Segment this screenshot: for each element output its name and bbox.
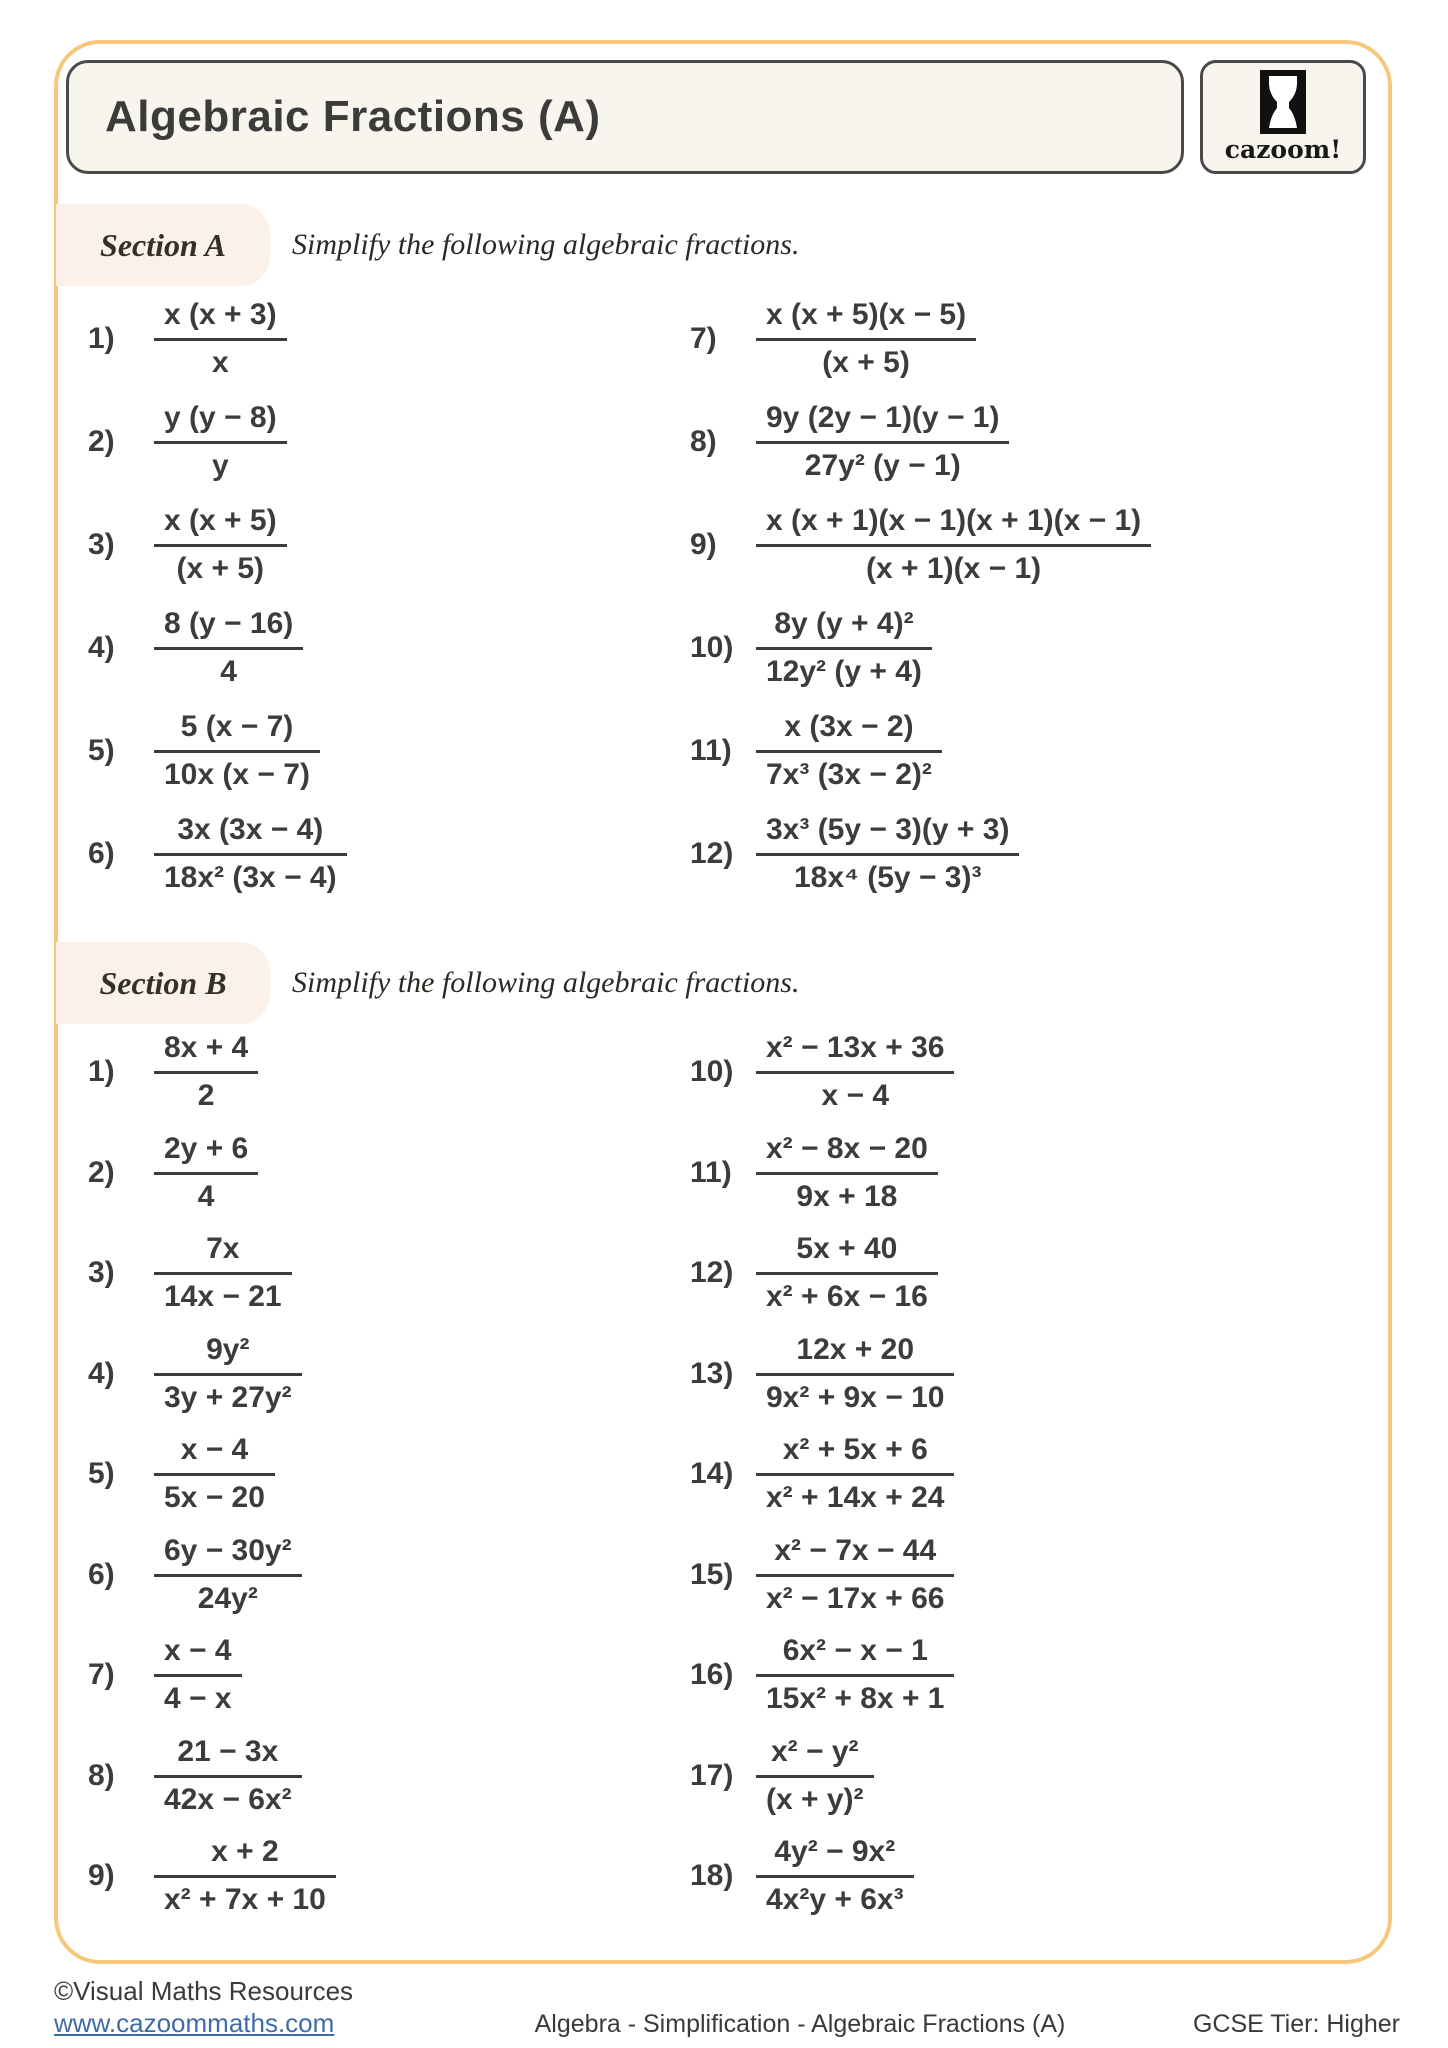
fraction <box>154 1029 258 1115</box>
problem-number: 5) <box>88 733 115 767</box>
problem-number: 11) <box>690 733 732 767</box>
problem-row <box>672 1726 1372 1827</box>
problem-row <box>70 596 770 699</box>
problem-row <box>672 1324 1372 1425</box>
fraction <box>154 1130 258 1216</box>
fraction-numerator: 9y (2y − 1)(y − 1) <box>756 399 1009 444</box>
fraction-numerator: 3x³ (5y − 3)(y + 3) <box>756 811 1019 856</box>
problem-number: 10) <box>690 1055 734 1089</box>
section-b-label-text: Section B <box>99 964 227 1001</box>
problem-row <box>672 1525 1372 1626</box>
fraction-denominator: 4x²y + 6x³ <box>766 1883 904 1917</box>
fraction-denominator: x² − 17x + 66 <box>766 1581 945 1615</box>
problem-number: 17) <box>690 1758 734 1792</box>
fraction-numerator: x (x + 5)(x − 5) <box>756 296 976 341</box>
fraction-denominator: x² + 7x + 10 <box>164 1883 326 1917</box>
fraction <box>756 399 1009 485</box>
fraction <box>756 1632 954 1718</box>
fraction-numerator: x² − 7x − 44 <box>756 1532 954 1577</box>
fraction-numerator: x + 2 <box>154 1833 336 1878</box>
problem-row <box>70 1223 770 1324</box>
problem-row <box>672 287 1372 390</box>
problem-row <box>672 1123 1372 1224</box>
fraction-denominator: 7x³ (3x − 2)² <box>766 757 932 791</box>
fraction <box>154 605 303 691</box>
problem-row <box>672 699 1372 802</box>
fraction-numerator: 2y + 6 <box>154 1130 258 1175</box>
fraction-denominator: 3y + 27y² <box>164 1380 292 1414</box>
problem-number: 12) <box>690 1256 734 1290</box>
problem-number: 13) <box>690 1356 734 1390</box>
problem-number: 14) <box>690 1457 734 1491</box>
problem-number: 2) <box>88 1155 115 1189</box>
fraction-numerator: 3x (3x − 4) <box>154 811 347 856</box>
gcse-tier-label: GCSE Tier: Higher <box>1192 2010 1400 2038</box>
fraction-numerator: x − 4 <box>154 1431 275 1476</box>
fraction <box>154 1532 302 1618</box>
problem-row <box>70 699 770 802</box>
fraction-numerator: x (3x − 2) <box>756 708 942 753</box>
fraction <box>154 399 287 485</box>
problem-number: 9) <box>88 1859 115 1893</box>
fraction-numerator: 8y (y + 4)² <box>756 605 932 650</box>
fraction <box>756 708 942 794</box>
section-b-column-left <box>70 1022 770 1927</box>
problem-number: 11) <box>690 1155 732 1189</box>
fraction-numerator: x² − 13x + 36 <box>756 1029 954 1074</box>
fraction-denominator: 9x² + 9x − 10 <box>766 1380 945 1414</box>
problem-number: 3) <box>88 1256 115 1290</box>
problem-number: 12) <box>690 836 734 870</box>
fraction-numerator: x² − y² <box>756 1733 874 1778</box>
fraction-denominator: 18x² (3x − 4) <box>164 860 337 894</box>
fraction-numerator: 5 (x − 7) <box>154 708 320 753</box>
problem-number: 7) <box>88 1658 115 1692</box>
problem-row <box>70 1324 770 1425</box>
title-box <box>66 60 1184 174</box>
problem-number: 1) <box>88 1055 115 1089</box>
fraction <box>756 1532 954 1618</box>
problem-row <box>70 1525 770 1626</box>
fraction <box>154 811 347 897</box>
problem-row <box>672 596 1372 699</box>
fraction <box>756 1733 874 1819</box>
fraction <box>756 296 976 382</box>
problem-row <box>672 1625 1372 1726</box>
problem-row <box>672 1424 1372 1525</box>
problem-number: 8) <box>88 1758 115 1792</box>
problem-number: 6) <box>88 836 115 870</box>
fraction-denominator: 4 <box>197 1179 215 1213</box>
fraction-denominator: 9x + 18 <box>796 1179 898 1213</box>
fraction <box>154 502 287 588</box>
fraction-numerator: y (y − 8) <box>154 399 287 444</box>
fraction-denominator: x² + 14x + 24 <box>766 1481 945 1515</box>
problem-row <box>70 1022 770 1123</box>
fraction-denominator: x² + 6x − 16 <box>766 1280 928 1314</box>
section-b-column-right <box>672 1022 1372 1927</box>
fraction <box>756 1833 914 1919</box>
logo-wordmark: cazoom! <box>1224 135 1342 164</box>
problem-row <box>672 390 1372 493</box>
fraction <box>154 708 320 794</box>
cazoommaths-link[interactable]: www.cazoommaths.com <box>54 2008 335 2038</box>
problem-number: 9) <box>690 527 717 561</box>
fraction <box>756 1431 954 1517</box>
fraction <box>154 1230 292 1316</box>
fraction <box>154 1331 302 1417</box>
fraction-numerator: 7x <box>154 1230 292 1275</box>
fraction-numerator: 5x + 40 <box>756 1230 938 1275</box>
problem-number: 10) <box>690 630 734 664</box>
fraction-denominator: 27y² (y − 1) <box>804 448 961 482</box>
problem-number: 8) <box>690 424 717 458</box>
fraction-numerator: 8x + 4 <box>154 1029 258 1074</box>
fraction <box>756 1230 938 1316</box>
fraction-denominator: 12y² (y + 4) <box>766 654 922 688</box>
fraction <box>154 296 287 382</box>
fraction-denominator: 42x − 6x² <box>164 1782 292 1816</box>
fraction <box>756 811 1019 897</box>
fraction-denominator: x <box>211 345 229 379</box>
fraction-numerator: 9y² <box>154 1331 302 1376</box>
section-a-label <box>56 204 270 286</box>
fraction <box>154 1733 302 1819</box>
fraction-denominator: 4 − x <box>164 1682 232 1716</box>
djembe-drum-icon <box>1260 70 1306 134</box>
fraction-numerator: x² + 5x + 6 <box>756 1431 954 1476</box>
problem-row <box>70 287 770 390</box>
fraction-denominator: 2 <box>197 1079 215 1113</box>
problem-number: 4) <box>88 630 115 664</box>
section-a-instruction: Simplify the following algebraic fractions. <box>292 228 800 261</box>
problem-number: 18) <box>690 1859 734 1893</box>
fraction <box>154 1632 242 1718</box>
fraction-numerator: 6x² − x − 1 <box>756 1632 954 1677</box>
fraction-denominator: (x + y)² <box>766 1782 864 1816</box>
fraction-denominator: 10x (x − 7) <box>164 757 310 791</box>
section-a-column-left <box>70 287 770 905</box>
fraction <box>154 1431 275 1517</box>
fraction <box>756 1331 954 1417</box>
fraction <box>756 605 932 691</box>
problem-number: 7) <box>690 321 717 355</box>
problem-number: 1) <box>88 321 115 355</box>
problem-number: 15) <box>690 1557 734 1591</box>
fraction-denominator: 4 <box>220 654 237 688</box>
worksheet-breadcrumb: Algebra - Simplification - Algebraic Fractions (A) <box>534 2010 1066 2038</box>
section-b-label <box>56 942 270 1024</box>
problem-row <box>70 802 770 905</box>
fraction-numerator: 21 − 3x <box>154 1733 302 1778</box>
fraction-numerator: x (x + 1)(x − 1)(x + 1)(x − 1) <box>756 502 1151 547</box>
cazoom-logo <box>1200 60 1366 174</box>
fraction-numerator: 4y² − 9x² <box>756 1833 914 1878</box>
fraction-numerator: x (x + 3) <box>154 296 287 341</box>
copyright-text: ©Visual Maths Resources <box>54 1976 354 2006</box>
problem-row <box>672 493 1372 596</box>
fraction-numerator: 8 (y − 16) <box>154 605 303 650</box>
problem-row <box>70 1726 770 1827</box>
problem-row <box>70 390 770 493</box>
fraction-numerator: 6y − 30y² <box>154 1532 302 1577</box>
problem-row <box>672 1022 1372 1123</box>
fraction <box>756 1130 938 1216</box>
fraction-numerator: 12x + 20 <box>756 1331 954 1376</box>
fraction-numerator: x (x + 5) <box>154 502 287 547</box>
fraction-numerator: x² − 8x − 20 <box>756 1130 938 1175</box>
fraction-denominator: 18x⁴ (5y − 3)³ <box>794 860 982 894</box>
fraction <box>154 1833 336 1919</box>
section-a-label-text: Section A <box>100 226 226 263</box>
fraction-denominator: (x + 5) <box>822 345 910 379</box>
problem-row <box>672 1826 1372 1927</box>
problem-row <box>70 1625 770 1726</box>
problem-number: 16) <box>690 1658 734 1692</box>
problem-number: 2) <box>88 424 115 458</box>
fraction-denominator: 15x² + 8x + 1 <box>766 1682 945 1716</box>
section-a-column-right <box>672 287 1372 905</box>
fraction-denominator: 24y² <box>197 1581 258 1615</box>
page-title: Algebraic Fractions (A) <box>105 92 601 141</box>
fraction-numerator: x − 4 <box>154 1632 242 1677</box>
problem-row <box>70 1123 770 1224</box>
fraction <box>756 1029 954 1115</box>
section-b-instruction: Simplify the following algebraic fractions. <box>292 966 800 999</box>
problem-row <box>70 1826 770 1927</box>
fraction-denominator: x − 4 <box>821 1079 890 1113</box>
fraction-denominator: 14x − 21 <box>164 1280 282 1314</box>
fraction-denominator: (x + 5) <box>176 551 265 585</box>
problem-number: 5) <box>88 1457 115 1491</box>
fraction-denominator: 5x − 20 <box>164 1481 265 1515</box>
problem-row <box>672 1223 1372 1324</box>
problem-number: 4) <box>88 1356 115 1390</box>
fraction-denominator: (x + 1)(x − 1) <box>866 551 1042 585</box>
problem-row <box>672 802 1372 905</box>
problem-row <box>70 493 770 596</box>
problem-row <box>70 1424 770 1525</box>
problem-number: 6) <box>88 1557 115 1591</box>
problem-number: 3) <box>88 527 115 561</box>
fraction-denominator: y <box>211 448 229 482</box>
fraction <box>756 502 1151 588</box>
